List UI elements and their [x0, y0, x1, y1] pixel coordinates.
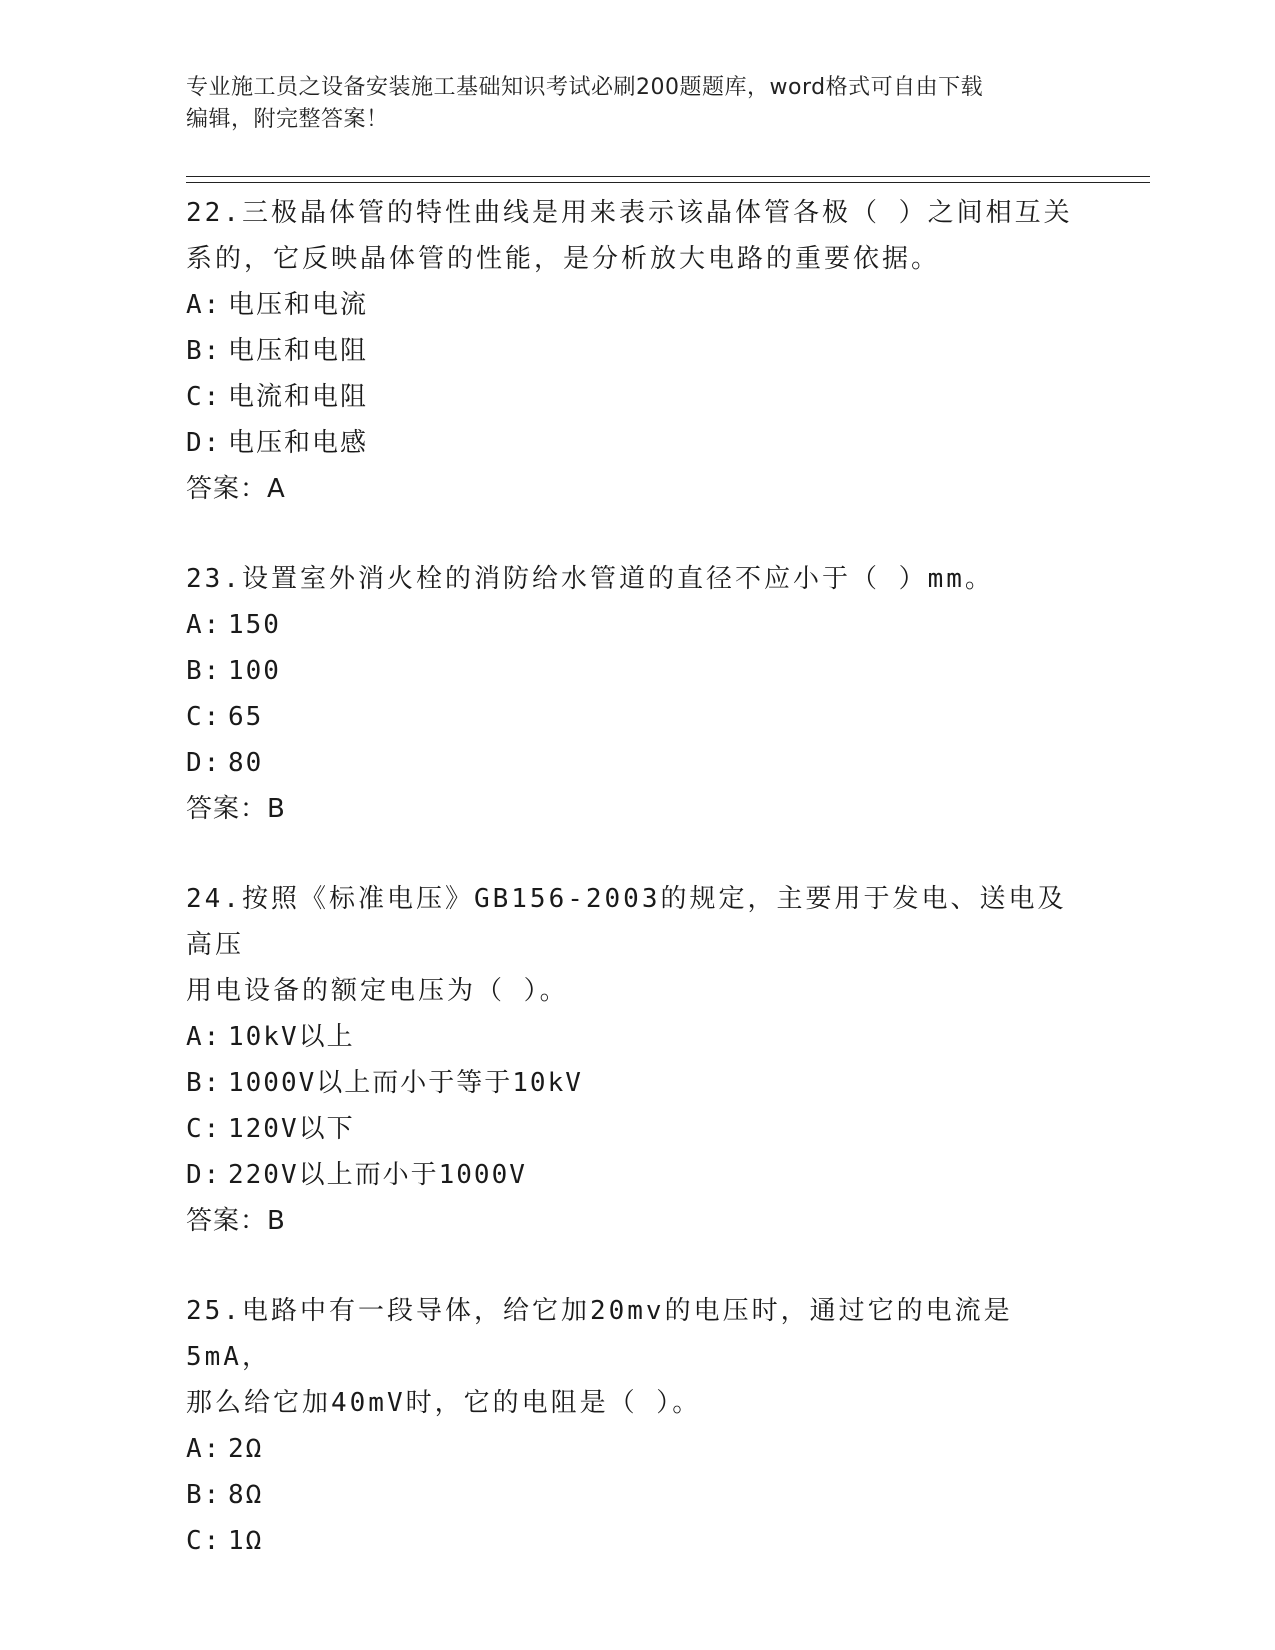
answer-line: 答案：B — [186, 1206, 286, 1236]
option-d — [186, 420, 1086, 466]
header-divider-bottom — [186, 182, 1150, 183]
option-a — [186, 1426, 1086, 1472]
option-letter: A: — [186, 290, 222, 320]
option-letter: C: — [186, 1526, 222, 1556]
option-text: 1000V以上而小于等于10kV — [228, 1068, 583, 1098]
option-letter: C: — [186, 382, 222, 412]
option-text: 220V以上而小于1000V — [228, 1160, 527, 1190]
option-a — [186, 1014, 1086, 1060]
option-letter: D: — [186, 1160, 222, 1190]
option-text: 电压和电感 — [228, 428, 369, 458]
option-c — [186, 1518, 1086, 1564]
option-letter: B: — [186, 336, 222, 366]
document-header — [186, 72, 1086, 136]
question-22 — [186, 190, 1086, 512]
option-letter: C: — [186, 1114, 222, 1144]
option-c — [186, 694, 1086, 740]
question-stem-line: 用电设备的额定电压为（ ）。 — [186, 976, 569, 1006]
option-letter: B: — [186, 1068, 222, 1098]
option-letter: D: — [186, 748, 222, 778]
answer-line: 答案：B — [186, 794, 286, 824]
option-b — [186, 1472, 1086, 1518]
option-text: 65 — [228, 702, 264, 732]
option-c — [186, 374, 1086, 420]
option-text: 电流和电阻 — [228, 382, 369, 412]
option-text: 1Ω — [228, 1526, 264, 1556]
header-line-1: 专业施工员之设备安装施工基础知识考试必刷200题题库，word格式可自由下载 — [186, 75, 984, 100]
option-b — [186, 1060, 1086, 1106]
option-letter: B: — [186, 656, 222, 686]
option-d — [186, 1152, 1086, 1198]
option-letter: A: — [186, 1022, 222, 1052]
option-text: 100 — [228, 656, 281, 686]
option-b — [186, 328, 1086, 374]
header-divider-top — [186, 176, 1150, 177]
question-stem-line: 24.按照《标准电压》GB156-2003的规定，主要用于发电、送电及高压 — [186, 884, 1067, 960]
option-text: 10kV以上 — [228, 1022, 355, 1052]
header-line-2: 编辑，附完整答案！ — [186, 107, 389, 132]
option-text: 2Ω — [228, 1434, 264, 1464]
option-c — [186, 1106, 1086, 1152]
question-stem-line: 22.三极晶体管的特性曲线是用来表示该晶体管各极（ ）之间相互关 — [186, 198, 1073, 228]
option-letter: D: — [186, 428, 222, 458]
option-d — [186, 740, 1086, 786]
question-stem-line: 系的，它反映晶体管的性能，是分析放大电路的重要依据。 — [186, 244, 941, 274]
option-text: 150 — [228, 610, 281, 640]
question-stem-line: 23.设置室外消火栓的消防给水管道的直径不应小于（ ）mm。 — [186, 564, 994, 594]
option-b — [186, 648, 1086, 694]
option-letter: B: — [186, 1480, 222, 1510]
question-25 — [186, 1288, 1086, 1564]
option-text: 8Ω — [228, 1480, 264, 1510]
option-letter: C: — [186, 702, 222, 732]
question-23 — [186, 556, 1086, 832]
answer-line: 答案：A — [186, 474, 286, 504]
option-letter: A: — [186, 1434, 222, 1464]
option-text: 电压和电流 — [228, 290, 369, 320]
option-letter: A: — [186, 610, 222, 640]
option-text: 电压和电阻 — [228, 336, 369, 366]
option-text: 120V以下 — [228, 1114, 355, 1144]
question-list — [186, 190, 1086, 1564]
question-24 — [186, 876, 1086, 1244]
option-a — [186, 602, 1086, 648]
option-a — [186, 282, 1086, 328]
option-text: 80 — [228, 748, 264, 778]
question-stem-line: 那么给它加40mV时，它的电阻是（ ）。 — [186, 1388, 702, 1418]
question-stem-line: 25.电路中有一段导体，给它加20mv的电压时，通过它的电流是5mA， — [186, 1296, 1013, 1372]
